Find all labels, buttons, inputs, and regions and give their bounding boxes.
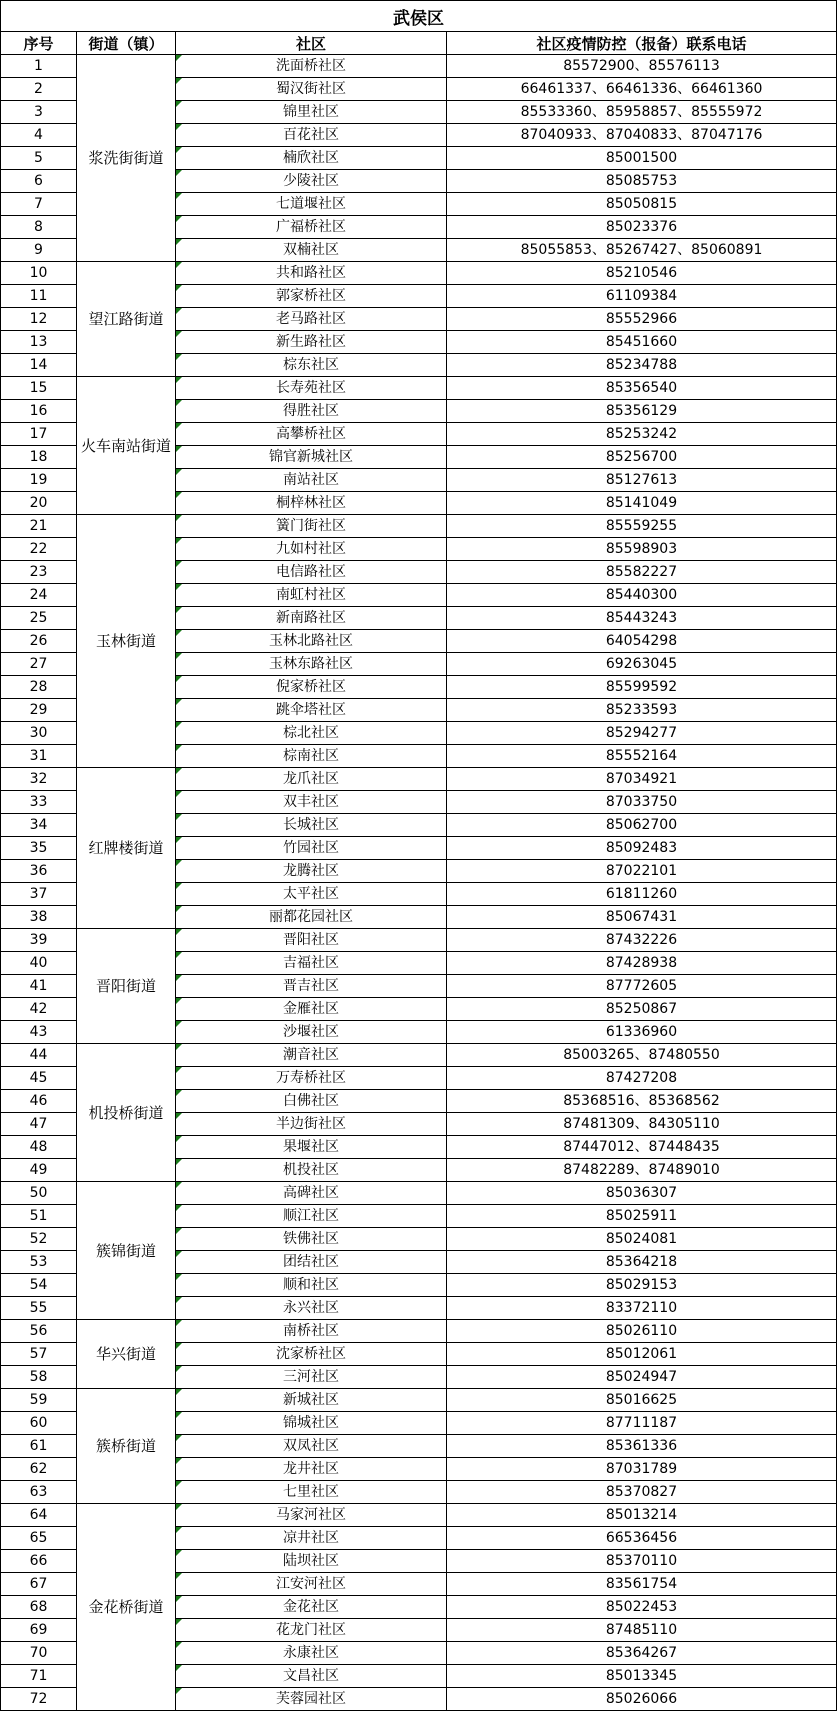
seq-cell: 33 [1,791,77,814]
phone-cell: 87031789 [447,1458,837,1481]
seq-cell: 68 [1,1596,77,1619]
phone-cell: 87034921 [447,768,837,791]
seq-cell: 48 [1,1136,77,1159]
seq-cell: 11 [1,285,77,308]
community-cell: 电信路社区 [176,561,447,584]
community-cell: 郭家桥社区 [176,285,447,308]
community-cell: 棕南社区 [176,745,447,768]
seq-cell: 53 [1,1251,77,1274]
community-cell: 金雁社区 [176,998,447,1021]
phone-cell: 85533360、85958857、85555972 [447,101,837,124]
phone-cell: 87432226 [447,929,837,952]
seq-cell: 62 [1,1458,77,1481]
community-cell: 沈家桥社区 [176,1343,447,1366]
community-cell: 锦城社区 [176,1412,447,1435]
phone-cell: 85024947 [447,1366,837,1389]
community-cell: 太平社区 [176,883,447,906]
seq-cell: 45 [1,1067,77,1090]
phone-cell: 85024081 [447,1228,837,1251]
seq-cell: 14 [1,354,77,377]
phone-cell: 85026110 [447,1320,837,1343]
phone-cell: 85025911 [447,1205,837,1228]
phone-cell: 85552164 [447,745,837,768]
phone-cell: 87022101 [447,860,837,883]
community-cell: 少陵社区 [176,170,447,193]
seq-cell: 43 [1,1021,77,1044]
community-cell: 高攀桥社区 [176,423,447,446]
phone-cell: 85443243 [447,607,837,630]
seq-cell: 41 [1,975,77,998]
phone-cell: 85253242 [447,423,837,446]
seq-cell: 32 [1,768,77,791]
table-row [1,55,837,78]
phone-cell: 85012061 [447,1343,837,1366]
community-cell: 蜀汉街社区 [176,78,447,101]
community-cell: 顺江社区 [176,1205,447,1228]
community-cell: 长寿苑社区 [176,377,447,400]
phone-cell: 85250867 [447,998,837,1021]
seq-cell: 47 [1,1113,77,1136]
seq-cell: 67 [1,1573,77,1596]
table-row [1,768,837,791]
seq-cell: 19 [1,469,77,492]
phone-cell: 87482289、87489010 [447,1159,837,1182]
phone-cell: 85370110 [447,1550,837,1573]
community-cell: 跳伞塔社区 [176,699,447,722]
seq-cell: 12 [1,308,77,331]
seq-cell: 54 [1,1274,77,1297]
table-row [1,377,837,400]
phone-cell: 83561754 [447,1573,837,1596]
phone-cell: 87711187 [447,1412,837,1435]
seq-cell: 70 [1,1642,77,1665]
community-cell: 晋阳社区 [176,929,447,952]
phone-cell: 85127613 [447,469,837,492]
phone-cell: 85451660 [447,331,837,354]
table-row [1,262,837,285]
street-cell: 金花桥街道 [77,1504,176,1711]
community-cell: 万寿桥社区 [176,1067,447,1090]
phone-cell: 85001500 [447,147,837,170]
seq-cell: 52 [1,1228,77,1251]
seq-cell: 27 [1,653,77,676]
community-cell: 九如村社区 [176,538,447,561]
community-cell: 棕北社区 [176,722,447,745]
phone-cell: 85016625 [447,1389,837,1412]
community-cell: 文昌社区 [176,1665,447,1688]
seq-cell: 35 [1,837,77,860]
seq-cell: 10 [1,262,77,285]
community-cell: 倪家桥社区 [176,676,447,699]
seq-cell: 18 [1,446,77,469]
community-cell: 桐梓林社区 [176,492,447,515]
phone-cell: 85559255 [447,515,837,538]
phone-cell: 85364218 [447,1251,837,1274]
street-cell: 浆洗街街道 [77,55,176,262]
phone-cell: 69263045 [447,653,837,676]
phone-cell: 85598903 [447,538,837,561]
seq-cell: 57 [1,1343,77,1366]
seq-cell: 38 [1,906,77,929]
seq-cell: 6 [1,170,77,193]
community-cell: 龙井社区 [176,1458,447,1481]
phone-cell: 85067431 [447,906,837,929]
community-cell: 双凤社区 [176,1435,447,1458]
seq-cell: 37 [1,883,77,906]
community-cell: 陆坝社区 [176,1550,447,1573]
phone-cell: 61811260 [447,883,837,906]
phone-cell: 85364267 [447,1642,837,1665]
community-cell: 锦官新城社区 [176,446,447,469]
phone-cell: 61336960 [447,1021,837,1044]
community-cell: 长城社区 [176,814,447,837]
phone-cell: 85572900、85576113 [447,55,837,78]
community-cell: 团结社区 [176,1251,447,1274]
seq-cell: 5 [1,147,77,170]
seq-cell: 49 [1,1159,77,1182]
seq-cell: 1 [1,55,77,78]
phone-cell: 85599592 [447,676,837,699]
street-cell: 华兴街道 [77,1320,176,1389]
community-cell: 楠欣社区 [176,147,447,170]
phone-cell: 87447012、87448435 [447,1136,837,1159]
seq-cell: 17 [1,423,77,446]
phone-cell: 85370827 [447,1481,837,1504]
phone-cell: 85013214 [447,1504,837,1527]
phone-cell: 87033750 [447,791,837,814]
seq-cell: 7 [1,193,77,216]
phone-cell: 85552966 [447,308,837,331]
phone-cell: 85141049 [447,492,837,515]
table-row [1,1182,837,1205]
seq-cell: 34 [1,814,77,837]
seq-cell: 55 [1,1297,77,1320]
table-row [1,1320,837,1343]
community-cell: 新南路社区 [176,607,447,630]
phone-cell: 85062700 [447,814,837,837]
community-cell: 竹园社区 [176,837,447,860]
seq-cell: 44 [1,1044,77,1067]
community-cell: 丽都花园社区 [176,906,447,929]
table-row [1,1504,837,1527]
community-cell: 铁佛社区 [176,1228,447,1251]
phone-cell: 85256700 [447,446,837,469]
community-cell: 得胜社区 [176,400,447,423]
phone-cell: 66461337、66461336、66461360 [447,78,837,101]
seq-cell: 71 [1,1665,77,1688]
seq-cell: 51 [1,1205,77,1228]
community-cell: 凉井社区 [176,1527,447,1550]
phone-cell: 87485110 [447,1619,837,1642]
community-cell: 新城社区 [176,1389,447,1412]
seq-cell: 46 [1,1090,77,1113]
seq-cell: 4 [1,124,77,147]
seq-cell: 66 [1,1550,77,1573]
street-cell: 机投桥街道 [77,1044,176,1182]
community-cell: 双楠社区 [176,239,447,262]
phone-cell: 85368516、85368562 [447,1090,837,1113]
seq-cell: 15 [1,377,77,400]
seq-cell: 60 [1,1412,77,1435]
community-cell: 高碑社区 [176,1182,447,1205]
phone-cell: 85294277 [447,722,837,745]
seq-cell: 29 [1,699,77,722]
community-cell: 共和路社区 [176,262,447,285]
seq-cell: 2 [1,78,77,101]
seq-cell: 16 [1,400,77,423]
table-body [1,55,837,1711]
seq-cell: 61 [1,1435,77,1458]
community-cell: 永康社区 [176,1642,447,1665]
community-cell: 新生路社区 [176,331,447,354]
phone-cell: 87772605 [447,975,837,998]
seq-cell: 72 [1,1688,77,1711]
community-cell: 马家河社区 [176,1504,447,1527]
community-cell: 百花社区 [176,124,447,147]
community-cell: 锦里社区 [176,101,447,124]
phone-cell: 85085753 [447,170,837,193]
community-cell: 洗面桥社区 [176,55,447,78]
street-cell: 簇锦街道 [77,1182,176,1320]
seq-cell: 39 [1,929,77,952]
community-cell: 棕东社区 [176,354,447,377]
seq-cell: 40 [1,952,77,975]
phone-cell: 85055853、85267427、85060891 [447,239,837,262]
seq-cell: 20 [1,492,77,515]
seq-cell: 56 [1,1320,77,1343]
community-cell: 白佛社区 [176,1090,447,1113]
phone-cell: 85036307 [447,1182,837,1205]
phone-cell: 87428938 [447,952,837,975]
community-cell: 玉林北路社区 [176,630,447,653]
seq-cell: 64 [1,1504,77,1527]
seq-cell: 36 [1,860,77,883]
seq-cell: 63 [1,1481,77,1504]
community-cell: 南桥社区 [176,1320,447,1343]
community-cell: 顺和社区 [176,1274,447,1297]
phone-cell: 85050815 [447,193,837,216]
phone-cell: 66536456 [447,1527,837,1550]
community-cell: 潮音社区 [176,1044,447,1067]
phone-cell: 85092483 [447,837,837,860]
phone-cell: 87040933、87040833、87047176 [447,124,837,147]
phone-cell: 61109384 [447,285,837,308]
table-row [1,515,837,538]
header-phone: 社区疫情防控（报备）联系电话 [447,32,837,55]
seq-cell: 8 [1,216,77,239]
seq-cell: 26 [1,630,77,653]
seq-cell: 3 [1,101,77,124]
community-cell: 南站社区 [176,469,447,492]
community-cell: 果堰社区 [176,1136,447,1159]
community-cell: 广福桥社区 [176,216,447,239]
community-cell: 七里社区 [176,1481,447,1504]
table-row [1,1389,837,1412]
phone-cell: 85356540 [447,377,837,400]
phone-cell: 87481309、84305110 [447,1113,837,1136]
seq-cell: 28 [1,676,77,699]
community-cell: 花龙门社区 [176,1619,447,1642]
community-cell: 金花社区 [176,1596,447,1619]
seq-cell: 42 [1,998,77,1021]
seq-cell: 31 [1,745,77,768]
phone-cell: 83372110 [447,1297,837,1320]
street-cell: 簇桥街道 [77,1389,176,1504]
community-cell: 老马路社区 [176,308,447,331]
table-row [1,1044,837,1067]
phone-cell: 85003265、87480550 [447,1044,837,1067]
phone-cell: 85233593 [447,699,837,722]
seq-cell: 23 [1,561,77,584]
street-cell: 玉林街道 [77,515,176,768]
community-cell: 簧门街社区 [176,515,447,538]
community-cell: 龙腾社区 [176,860,447,883]
seq-cell: 9 [1,239,77,262]
phone-cell: 85234788 [447,354,837,377]
street-cell: 晋阳街道 [77,929,176,1044]
phone-cell: 85013345 [447,1665,837,1688]
seq-cell: 21 [1,515,77,538]
phone-cell: 87427208 [447,1067,837,1090]
seq-cell: 22 [1,538,77,561]
community-cell: 龙爪社区 [176,768,447,791]
header-street: 街道（镇） [77,32,176,55]
community-cell: 永兴社区 [176,1297,447,1320]
phone-cell: 85210546 [447,262,837,285]
phone-cell: 85022453 [447,1596,837,1619]
header-community: 社区 [176,32,447,55]
table-row [1,929,837,952]
phone-cell: 85023376 [447,216,837,239]
seq-cell: 25 [1,607,77,630]
header-seq: 序号 [1,32,77,55]
community-cell: 半边街社区 [176,1113,447,1136]
phone-cell: 85582227 [447,561,837,584]
community-cell: 吉福社区 [176,952,447,975]
community-cell: 机投社区 [176,1159,447,1182]
community-cell: 沙堰社区 [176,1021,447,1044]
phone-cell: 85029153 [447,1274,837,1297]
phone-cell: 85356129 [447,400,837,423]
table-title: 武侯区 [1,1,837,32]
phone-cell: 85026066 [447,1688,837,1711]
seq-cell: 58 [1,1366,77,1389]
street-cell: 望江路街道 [77,262,176,377]
seq-cell: 30 [1,722,77,745]
seq-cell: 50 [1,1182,77,1205]
seq-cell: 13 [1,331,77,354]
community-cell: 双丰社区 [176,791,447,814]
street-cell: 红牌楼街道 [77,768,176,929]
community-cell: 晋吉社区 [176,975,447,998]
community-cell: 芙蓉园社区 [176,1688,447,1711]
street-cell: 火车南站街道 [77,377,176,515]
community-cell: 三河社区 [176,1366,447,1389]
seq-cell: 65 [1,1527,77,1550]
community-cell: 江安河社区 [176,1573,447,1596]
community-cell: 玉林东路社区 [176,653,447,676]
phone-cell: 85440300 [447,584,837,607]
seq-cell: 24 [1,584,77,607]
seq-cell: 59 [1,1389,77,1412]
seq-cell: 69 [1,1619,77,1642]
phone-cell: 85361336 [447,1435,837,1458]
community-cell: 七道堰社区 [176,193,447,216]
phone-cell: 64054298 [447,630,837,653]
community-cell: 南虹村社区 [176,584,447,607]
